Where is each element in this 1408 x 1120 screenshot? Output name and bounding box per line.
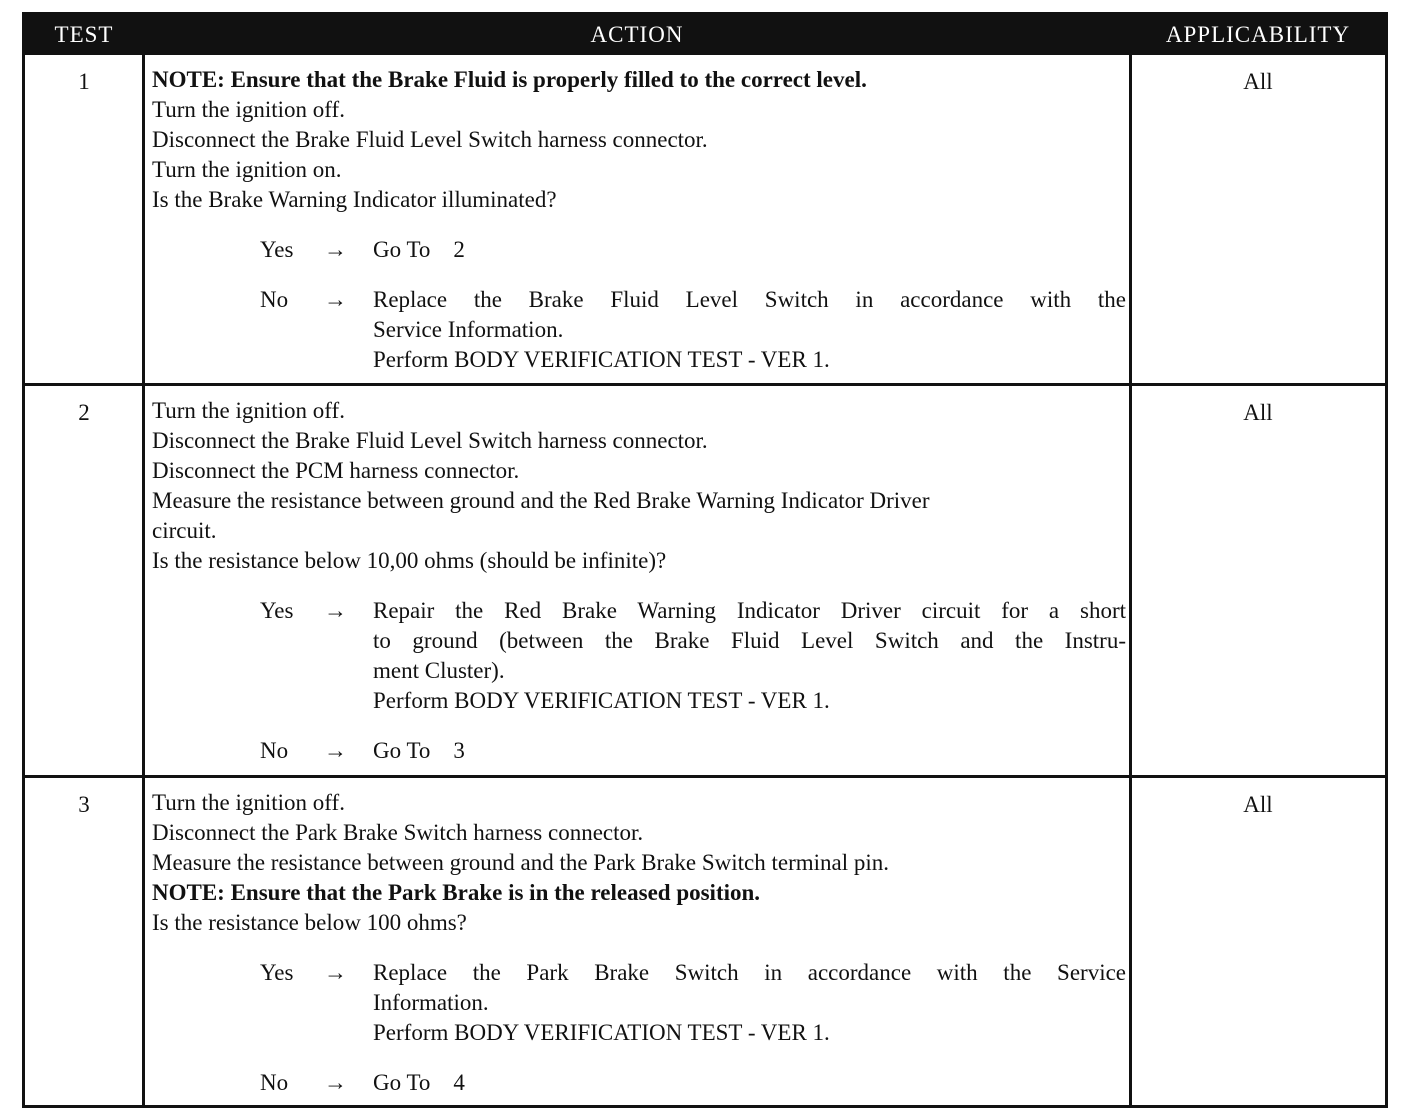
yes-label: Yes <box>260 598 294 623</box>
yes-answer <box>152 958 1126 1048</box>
result-line: to ground (between the Brake Fluid Level Switch and the Instru- <box>373 628 1126 653</box>
action-line: circuit. <box>152 518 217 543</box>
result-line: Perform BODY VERIFICATION TEST - VER 1. <box>373 347 830 372</box>
arrow-icon: → <box>324 960 347 985</box>
action-line: Disconnect the Brake Fluid Level Switch harness connector. <box>152 428 708 453</box>
no-label: No <box>260 738 289 763</box>
header-action: ACTION <box>590 22 684 47</box>
action-line: Turn the ignition off. <box>152 97 345 122</box>
table-header <box>25 15 1385 55</box>
table-row <box>25 775 1385 1108</box>
action-cell <box>152 396 1126 766</box>
no-result <box>373 285 1126 375</box>
note-line: NOTE: Ensure that the Park Brake is in the released position. <box>152 880 761 905</box>
action-line: Measure the resistance between ground and the Park Brake Switch terminal pin. <box>152 850 890 875</box>
note-line: NOTE: Ensure that the Brake Fluid is properly filled to the correct level. <box>152 67 867 92</box>
test-number: 2 <box>78 400 90 425</box>
yes-label: Yes <box>260 960 294 985</box>
result-line: Information. <box>373 990 489 1015</box>
result-line: Replace the Brake Fluid Level Switch in accordance with the <box>373 287 1126 312</box>
result-line: Perform BODY VERIFICATION TEST - VER 1. <box>373 688 830 713</box>
header-applicability: APPLICABILITY <box>1165 22 1351 47</box>
no-label: No <box>260 287 289 312</box>
no-answer <box>152 285 1126 375</box>
no-result <box>373 1068 1126 1098</box>
result-line: Go To 4 <box>373 1070 465 1095</box>
no-result <box>373 736 1126 766</box>
no-label: No <box>260 1070 289 1095</box>
action-line: Turn the ignition off. <box>152 790 345 815</box>
yes-result <box>373 235 1126 265</box>
yes-label: Yes <box>260 237 294 262</box>
yes-answer <box>152 596 1126 716</box>
diagnostic-test-table <box>22 12 1388 1108</box>
table-row <box>25 383 1385 775</box>
result-line: Service Information. <box>373 317 564 342</box>
no-answer <box>152 1068 1126 1098</box>
test-number: 3 <box>78 792 90 817</box>
applicability-value: All <box>1243 400 1273 425</box>
applicability-value: All <box>1243 792 1273 817</box>
table-row <box>25 55 1385 386</box>
question-line: Is the Brake Warning Indicator illuminated? <box>152 187 557 212</box>
result-line: Replace the Park Brake Switch in accordance with the Service <box>373 960 1126 985</box>
action-line: Disconnect the PCM harness connector. <box>152 458 520 483</box>
result-line: Go To 2 <box>373 237 465 262</box>
action-cell <box>152 65 1126 375</box>
arrow-icon: → <box>324 1070 347 1095</box>
arrow-icon: → <box>324 287 347 312</box>
arrow-icon: → <box>324 738 347 763</box>
action-line: Measure the resistance between ground and the Red Brake Warning Indicator Driver <box>152 488 930 513</box>
yes-result <box>373 958 1126 1048</box>
arrow-icon: → <box>324 237 347 262</box>
yes-result <box>373 596 1126 716</box>
test-number: 1 <box>78 69 90 94</box>
applicability-value: All <box>1243 69 1273 94</box>
yes-answer <box>152 235 1126 265</box>
question-line: Is the resistance below 10,00 ohms (should be infinite)? <box>152 548 667 573</box>
action-line: Turn the ignition on. <box>152 157 342 182</box>
result-line: Go To 3 <box>373 738 465 763</box>
result-line: ment Cluster). <box>373 658 505 683</box>
header-test: TEST <box>54 22 114 47</box>
result-line: Perform BODY VERIFICATION TEST - VER 1. <box>373 1020 830 1045</box>
action-line: Disconnect the Brake Fluid Level Switch harness connector. <box>152 127 708 152</box>
result-line: Repair the Red Brake Warning Indicator Driver circuit for a short <box>373 598 1126 623</box>
arrow-icon: → <box>324 598 347 623</box>
action-line: Turn the ignition off. <box>152 398 345 423</box>
action-cell <box>152 788 1126 1098</box>
no-answer <box>152 736 1126 766</box>
action-line: Disconnect the Park Brake Switch harness connector. <box>152 820 644 845</box>
question-line: Is the resistance below 100 ohms? <box>152 910 467 935</box>
